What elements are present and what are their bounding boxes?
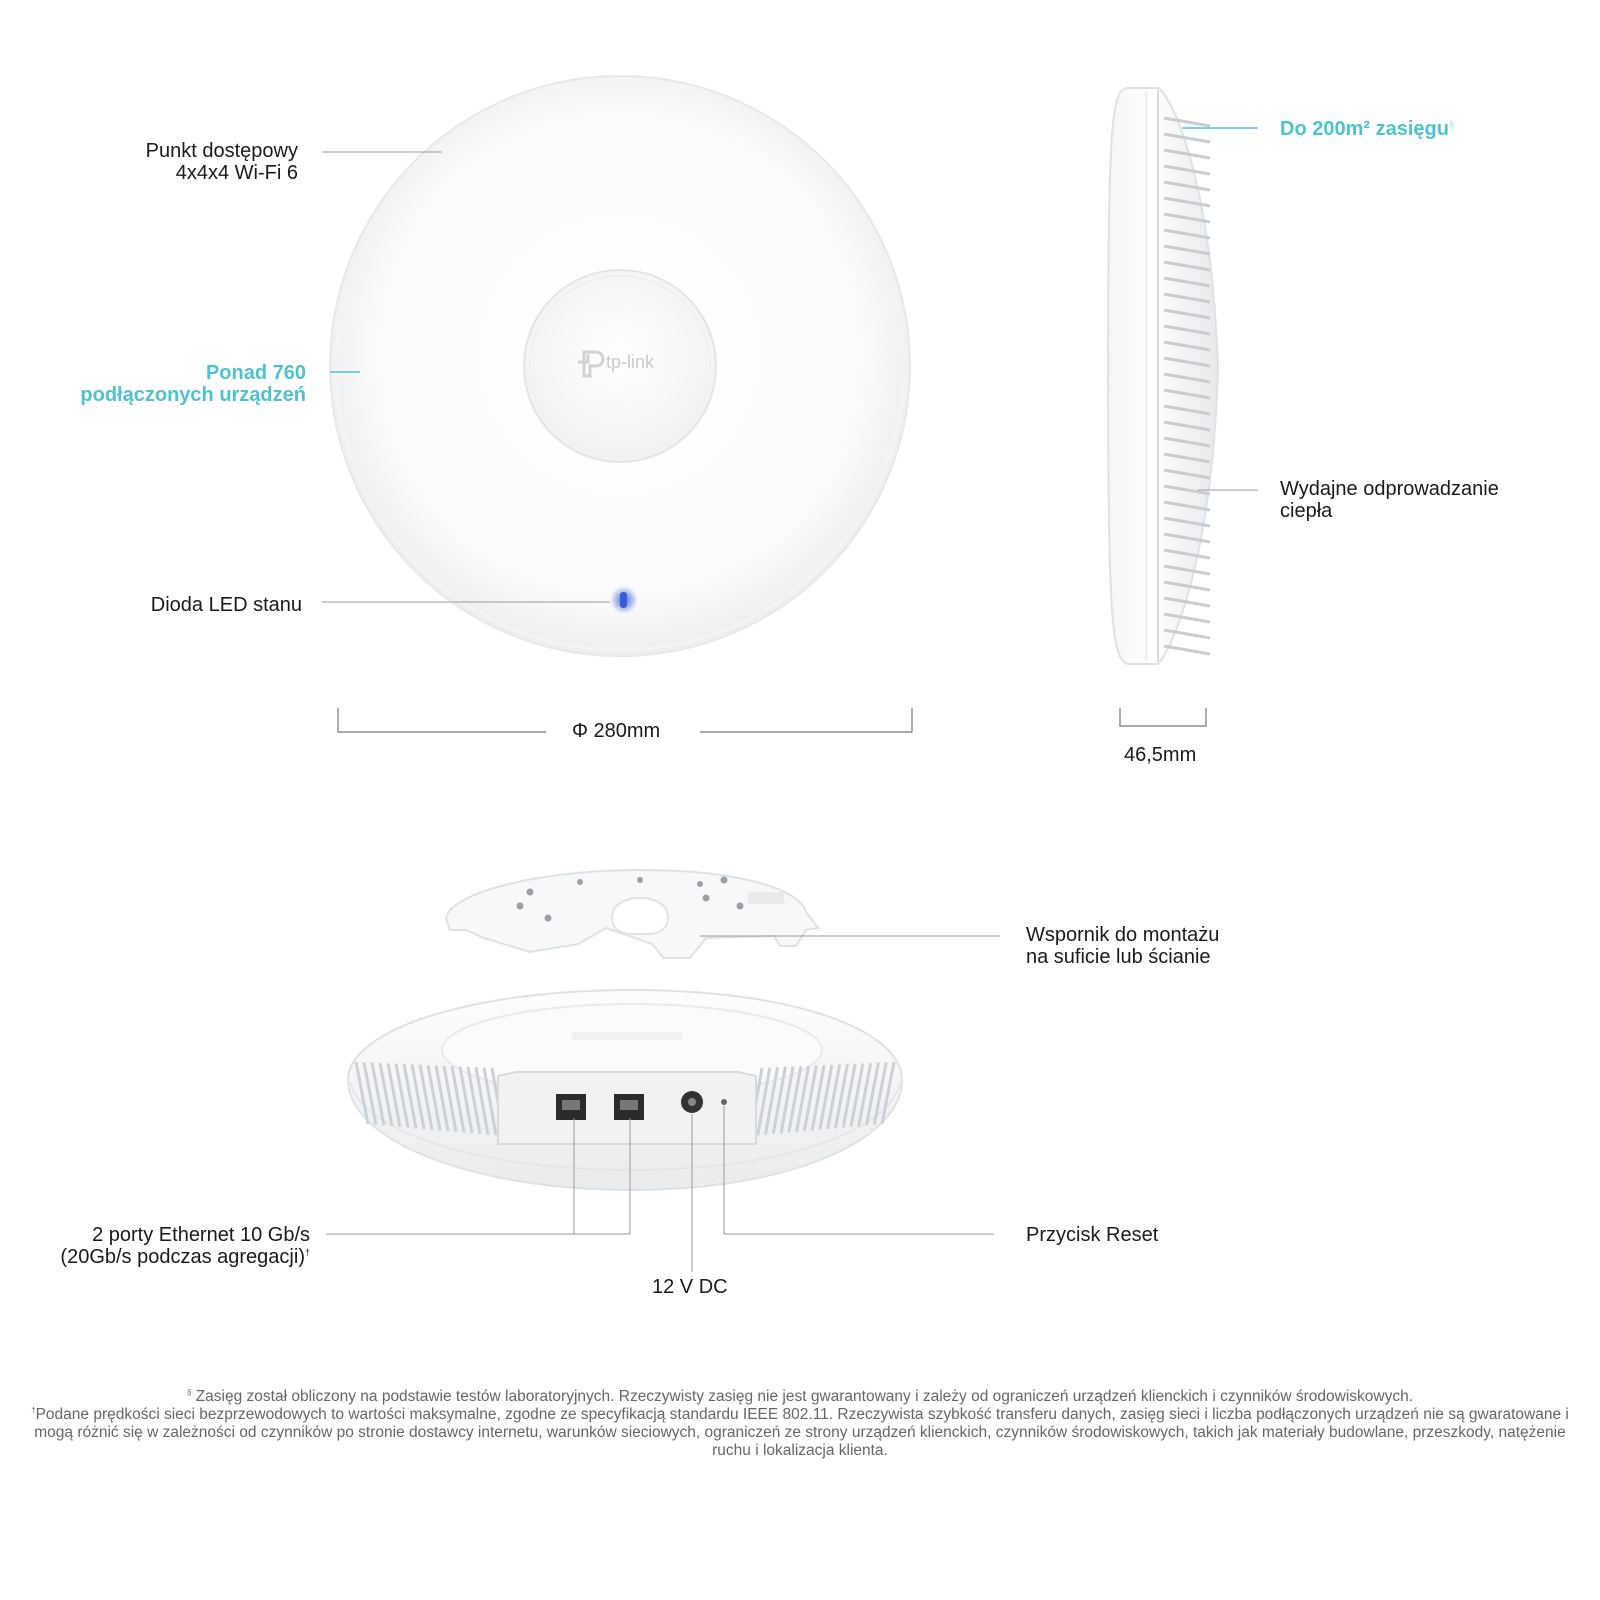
mount-label-line1: Wspornik do montażu (1026, 924, 1220, 946)
footnotes (20, 1388, 1580, 1460)
ports-label (60, 1224, 310, 1268)
reset-button-hole (721, 1099, 727, 1105)
ap-label-line2: 4x4x4 Wi-Fi 6 (175, 162, 298, 184)
devices-label-line1: Ponad 760 (205, 362, 306, 384)
ap-label (146, 140, 298, 184)
ports-label-line2-wrap (60, 1246, 310, 1268)
footnote-2-mark: † (31, 1405, 36, 1415)
access-point-side-view (1108, 88, 1218, 664)
footnote-2 (20, 1406, 1580, 1460)
mounting-bracket (446, 870, 818, 958)
dc-label: 12 V DC (652, 1276, 728, 1298)
footnote-1 (20, 1388, 1580, 1406)
heat-label (1280, 478, 1499, 522)
mount-label (1026, 924, 1219, 968)
ports-label-line2: (20Gb/s podczas agregacji) (60, 1246, 305, 1268)
heat-fin (1164, 646, 1210, 654)
reset-label: Przycisk Reset (1026, 1224, 1159, 1246)
heat-label-line2: ciepła (1280, 500, 1333, 522)
diameter-label: Φ 280mm (572, 720, 661, 742)
ap-label-line1: Punkt dostępowy (145, 140, 298, 162)
ports-label-line1: 2 porty Ethernet 10 Gb/s (92, 1224, 310, 1246)
mount-label-line2: na suficie lub ścianie (1026, 946, 1211, 968)
status-led (620, 592, 627, 608)
dc-power-jack (681, 1091, 703, 1113)
range-label (1280, 118, 1454, 140)
footnote-2-text: Podane prędkości sieci bezprzewodowych to wartości maksymalne, zgodne ze specyfikacją standardu IEEE 802.11. Rzeczywista szybkość transferu danych, zasięg sieci i liczba podłączonych urządzeń nie są gwaratowane i mogą różnić się w zależności od czynników po stronie dostawcy internetu, warunków sieciowych, ograniczeń ze strony urządzeń klienckich, czynników środowiskowych, takich jak materiały budowlane, przeszkody, natężenie ruchu i lokalizacja klienta. (34, 1406, 1569, 1459)
access-point-bottom-view (348, 990, 902, 1190)
devices-label (80, 362, 306, 406)
logo-text: tp-link (606, 352, 655, 372)
devices-label-line2: podłączonych urządzeń (80, 384, 306, 406)
heat-label-line1: Wydajne odprowadzanie (1280, 478, 1499, 500)
range-footnote-mark: § (1448, 119, 1454, 130)
dimension-lines (338, 708, 1206, 732)
range-label-text: Do 200m² zasięgu (1280, 118, 1449, 140)
led-label: Dioda LED stanu (150, 594, 302, 616)
ethernet-port-1 (556, 1094, 586, 1120)
ethernet-port-2 (614, 1094, 644, 1120)
ports-footnote-mark: † (304, 1247, 310, 1258)
footnote-1-text: Zasięg został obliczony na podstawie testów laboratoryjnych. Rzeczywisty zasięg nie jest gwarantowany i zależy od ograniczeń urządzeń klienckich i czynników środowiskowych. (195, 1388, 1414, 1405)
footnote-1-mark: § (186, 1387, 192, 1397)
thickness-label: 46,5mm (1124, 744, 1197, 766)
